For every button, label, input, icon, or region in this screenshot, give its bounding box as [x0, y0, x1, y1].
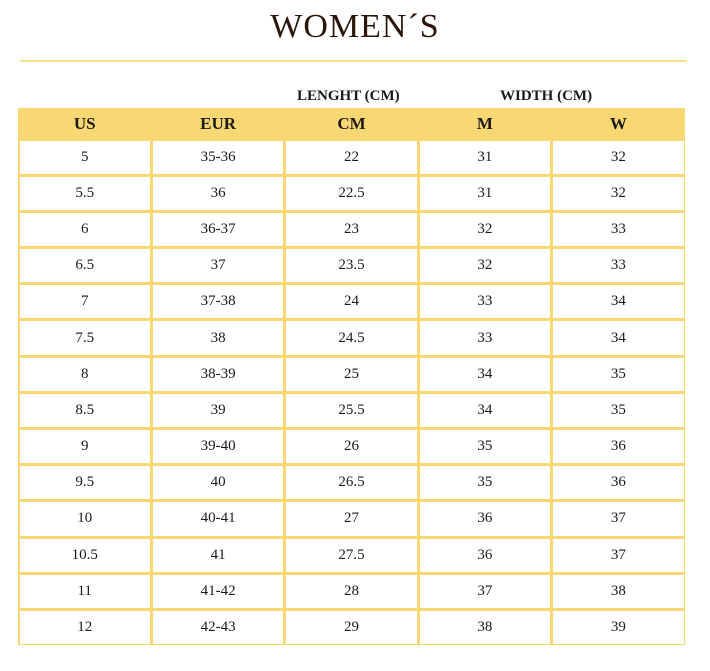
table-row	[18, 356, 685, 392]
table-row	[18, 465, 685, 501]
table-cell: 39	[553, 611, 683, 644]
table-cell: 24.5	[286, 321, 416, 354]
table-cell: 33	[420, 285, 550, 318]
table-cell: 8	[20, 358, 150, 391]
table-cell: 37	[553, 539, 683, 572]
table-row	[18, 139, 685, 175]
table-cell: 23.5	[286, 249, 416, 282]
table-cell: 10.5	[20, 539, 150, 572]
table-row	[18, 573, 685, 609]
table-cell: 35-36	[153, 141, 283, 174]
table-cell: 42-43	[153, 611, 283, 644]
table-row	[18, 429, 685, 465]
table-cell: 6.5	[20, 249, 150, 282]
table-cell: 29	[286, 611, 416, 644]
table-cell: 37	[553, 502, 683, 535]
table-cell: 36-37	[153, 213, 283, 246]
table-header-row	[18, 108, 685, 139]
table-cell: 27	[286, 502, 416, 535]
table-cell: 38	[420, 611, 550, 644]
table-row	[18, 537, 685, 573]
table-cell: 9.5	[20, 466, 150, 499]
table-cell: 37	[153, 249, 283, 282]
table-cell: 35	[553, 394, 683, 427]
table-cell: 33	[553, 213, 683, 246]
table-cell: 40	[153, 466, 283, 499]
table-cell: 32	[420, 249, 550, 282]
table-cell: 22.5	[286, 177, 416, 210]
table-row	[18, 248, 685, 284]
size-table	[18, 108, 685, 645]
table-row	[18, 392, 685, 428]
table-row	[18, 284, 685, 320]
table-row	[18, 320, 685, 356]
table-cell: 25.5	[286, 394, 416, 427]
table-cell: 36	[553, 430, 683, 463]
table-cell: 7.5	[20, 321, 150, 354]
table-cell: 36	[420, 539, 550, 572]
table-row	[18, 211, 685, 247]
table-cell: 36	[553, 466, 683, 499]
table-cell: 32	[420, 213, 550, 246]
table-cell: 34	[420, 394, 550, 427]
length-group-header: LENGHT (CM)	[297, 88, 400, 104]
table-cell: 37-38	[153, 285, 283, 318]
column-header-eur: EUR	[200, 113, 237, 133]
table-cell: 32	[553, 177, 683, 210]
table-cell: 38	[153, 321, 283, 354]
table-cell: 8.5	[20, 394, 150, 427]
table-cell: 34	[553, 285, 683, 318]
table-cell: 34	[553, 321, 683, 354]
table-cell: 38-39	[153, 358, 283, 391]
table-cell: 35	[420, 430, 550, 463]
table-cell: 22	[286, 141, 416, 174]
title-divider	[20, 60, 687, 62]
column-header-m: M	[476, 113, 493, 133]
table-cell: 36	[153, 177, 283, 210]
width-group-header: WIDTH (CM)	[500, 88, 593, 104]
table-cell: 7	[20, 285, 150, 318]
table-cell: 10	[20, 502, 150, 535]
table-cell: 11	[20, 575, 150, 608]
table-cell: 35	[420, 466, 550, 499]
table-row	[18, 609, 685, 645]
table-cell: 24	[286, 285, 416, 318]
table-cell: 6	[20, 213, 150, 246]
table-cell: 28	[286, 575, 416, 608]
table-cell: 36	[420, 502, 550, 535]
table-cell: 25	[286, 358, 416, 391]
table-cell: 41	[153, 539, 283, 572]
table-body	[18, 139, 685, 646]
table-cell: 37	[420, 575, 550, 608]
table-cell: 39-40	[153, 430, 283, 463]
page-title: WOMEN´S	[270, 8, 440, 45]
table-cell: 41-42	[153, 575, 283, 608]
table-cell: 34	[420, 358, 550, 391]
table-row	[18, 175, 685, 211]
table-cell: 23	[286, 213, 416, 246]
column-header-us: US	[73, 113, 96, 133]
column-header-w: W	[609, 113, 627, 133]
table-cell: 33	[553, 249, 683, 282]
table-cell: 5	[20, 141, 150, 174]
table-cell: 40-41	[153, 502, 283, 535]
table-cell: 27.5	[286, 539, 416, 572]
table-cell: 35	[553, 358, 683, 391]
table-cell: 31	[420, 177, 550, 210]
table-cell: 31	[420, 141, 550, 174]
table-cell: 33	[420, 321, 550, 354]
table-cell: 38	[553, 575, 683, 608]
table-cell: 12	[20, 611, 150, 644]
table-cell: 26.5	[286, 466, 416, 499]
table-row	[18, 501, 685, 537]
table-cell: 5.5	[20, 177, 150, 210]
table-cell: 39	[153, 394, 283, 427]
table-cell: 26	[286, 430, 416, 463]
table-cell: 9	[20, 430, 150, 463]
column-header-cm: CM	[337, 113, 366, 133]
table-cell: 32	[553, 141, 683, 174]
